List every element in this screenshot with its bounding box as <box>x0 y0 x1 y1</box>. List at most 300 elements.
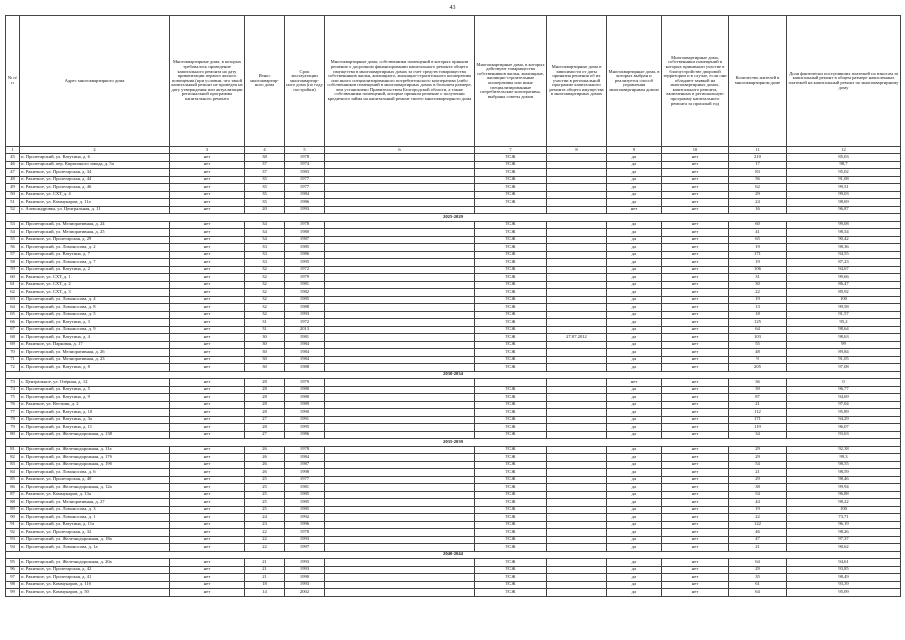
management-method-cell: да <box>607 394 662 402</box>
construction-year-cell: 1986 <box>285 431 325 439</box>
management-method-cell: да <box>607 529 662 537</box>
repair-required-cell: нет <box>170 454 245 462</box>
management-method-cell: да <box>607 514 662 522</box>
row-number-cell: 96 <box>6 566 20 574</box>
table-row <box>6 281 901 289</box>
management-type-cell: ТСЖ <box>475 469 547 477</box>
management-type-cell: ТСЖ <box>475 536 547 544</box>
decision-date-cell <box>547 319 607 327</box>
table-row <box>6 349 901 357</box>
management-method-cell: да <box>607 236 662 244</box>
management-type-cell: ТСЖ <box>475 169 547 177</box>
construction-year-cell: 1985 <box>285 244 325 252</box>
decision-date-cell <box>547 341 607 349</box>
address-cell: п. Пролетарский, ул. Железнодорожная, д. 19б <box>20 461 170 469</box>
improvement-participation-cell: нет <box>662 529 729 537</box>
early-financing-cell <box>325 266 475 274</box>
residents-count-cell: 112 <box>729 409 787 417</box>
row-number-cell: 52 <box>6 206 20 214</box>
wear-cell: 30 <box>245 349 285 357</box>
construction-year-cell: 1996 <box>285 521 325 529</box>
row-number-cell: 86 <box>6 484 20 492</box>
decision-date-cell: 27.07.2012 <box>547 334 607 342</box>
address-cell: п. Пролетарский, ул. Ватутина, д. 5 <box>20 386 170 394</box>
repair-required-cell: нет <box>170 529 245 537</box>
residents-count-cell: 31 <box>729 274 787 282</box>
decision-date-cell <box>547 229 607 237</box>
decision-date-cell <box>547 199 607 207</box>
row-number-cell: 50 <box>6 191 20 199</box>
construction-year-cell: 1988 <box>285 364 325 372</box>
row-number-cell: 64 <box>6 304 20 312</box>
repair-required-cell: нет <box>170 326 245 334</box>
management-type-cell <box>475 206 547 214</box>
management-method-cell: да <box>607 521 662 529</box>
improvement-participation-cell: нет <box>662 386 729 394</box>
wear-cell: 34 <box>245 236 285 244</box>
early-financing-cell <box>325 244 475 252</box>
decision-date-cell <box>547 304 607 312</box>
early-financing-cell <box>325 386 475 394</box>
row-number-cell: 59 <box>6 266 20 274</box>
table-row <box>6 229 901 237</box>
management-method-cell: да <box>607 469 662 477</box>
improvement-participation-cell: нет <box>662 311 729 319</box>
payment-share-cell: 95,02 <box>787 169 901 177</box>
row-number-cell: 92 <box>6 529 20 537</box>
payment-share-cell: 96,19 <box>787 521 901 529</box>
improvement-participation-cell: нет <box>662 424 729 432</box>
table-row <box>6 559 901 567</box>
residents-count-cell: 29 <box>729 566 787 574</box>
improvement-participation-cell: нет <box>662 154 729 162</box>
table-row <box>6 289 901 297</box>
early-financing-cell <box>325 236 475 244</box>
repair-required-cell: нет <box>170 506 245 514</box>
address-cell: п. Пролетарский, ул. Ватутина, д. 8 <box>20 364 170 372</box>
management-type-cell: ТСЖ <box>475 476 547 484</box>
improvement-participation-cell: нет <box>662 454 729 462</box>
decision-date-cell <box>547 521 607 529</box>
repair-required-cell: нет <box>170 236 245 244</box>
early-financing-cell <box>325 506 475 514</box>
payment-share-cell: 97,08 <box>787 364 901 372</box>
row-number-cell: 85 <box>6 476 20 484</box>
management-method-cell: да <box>607 326 662 334</box>
improvement-participation-cell: нет <box>662 514 729 522</box>
improvement-participation-cell: нет <box>662 296 729 304</box>
wear-cell: 32 <box>245 281 285 289</box>
payment-share-cell: 98,63 <box>787 334 901 342</box>
decision-date-cell <box>547 379 607 387</box>
decision-date-cell <box>547 356 607 364</box>
improvement-participation-cell: нет <box>662 589 729 597</box>
early-financing-cell <box>325 529 475 537</box>
management-type-cell: ТСЖ <box>475 461 547 469</box>
wear-cell: 25 <box>245 491 285 499</box>
row-number-cell: 63 <box>6 296 20 304</box>
residents-count-cell: 62 <box>729 184 787 192</box>
repair-required-cell: нет <box>170 154 245 162</box>
early-financing-cell <box>325 521 475 529</box>
table-row <box>6 296 901 304</box>
table-row <box>6 341 901 349</box>
management-method-cell: да <box>607 409 662 417</box>
wear-cell: 28 <box>245 401 285 409</box>
table-row <box>6 356 901 364</box>
column-number: 9 <box>607 147 662 154</box>
management-method-cell: да <box>607 386 662 394</box>
repair-required-cell: нет <box>170 364 245 372</box>
early-financing-cell <box>325 401 475 409</box>
management-type-cell: ТСЖ <box>475 544 547 552</box>
repair-required-cell: нет <box>170 341 245 349</box>
decision-date-cell <box>547 484 607 492</box>
address-cell: п. Ракитное, ул. СХТ, д. 2 <box>20 281 170 289</box>
repair-required-cell: нет <box>170 461 245 469</box>
residents-count-cell: 119 <box>729 424 787 432</box>
header-cell: Многоквартирные дома, собственники помещений в которых принимали участие в благоустройстве дворовой территории и в случае, если они обладают заявкой на многоквартирных домах, капитального ремонта, включенных в региональную программу капитального ремонта за прошлый год <box>662 16 729 147</box>
management-type-cell: ТСЖ <box>475 589 547 597</box>
early-financing-cell <box>325 334 475 342</box>
row-number-cell: 74 <box>6 386 20 394</box>
row-number-cell: 98 <box>6 581 20 589</box>
improvement-participation-cell: нет <box>662 169 729 177</box>
construction-year-cell: 1989 <box>285 401 325 409</box>
repair-required-cell: нет <box>170 491 245 499</box>
management-type-cell: ТСЖ <box>475 521 547 529</box>
row-number-cell: 87 <box>6 491 20 499</box>
repair-required-cell: нет <box>170 424 245 432</box>
table-row <box>6 484 901 492</box>
early-financing-cell <box>325 544 475 552</box>
header-cell: Многоквартирные дома, в которых выбран и реализуется способ управления многоквартирным домом <box>607 16 662 147</box>
early-financing-cell <box>325 379 475 387</box>
construction-year-cell: 1993 <box>285 559 325 567</box>
wear-cell: 22 <box>245 536 285 544</box>
repair-required-cell: нет <box>170 589 245 597</box>
construction-year-cell: 1990 <box>285 409 325 417</box>
improvement-participation-cell: нет <box>662 581 729 589</box>
residents-count-cell: 87 <box>729 394 787 402</box>
repair-required-cell: нет <box>170 251 245 259</box>
early-financing-cell <box>325 364 475 372</box>
address-cell: п. Пролетарский, ул. Ломоносова, д. 4 <box>20 296 170 304</box>
residents-count-cell: 61 <box>729 581 787 589</box>
address-cell: п. Ракитное, ул. Пролетарская, д. 42 <box>20 566 170 574</box>
address-cell: п. Ракитное, ул. Пролетарская, д. 46 <box>20 184 170 192</box>
management-method-cell: да <box>607 401 662 409</box>
residents-count-cell: 29 <box>729 454 787 462</box>
management-type-cell: ТСЖ <box>475 499 547 507</box>
table-row <box>6 319 901 327</box>
payment-share-cell: 98,69 <box>787 199 901 207</box>
address-cell: п. Ракитное, ул. Коммунаров, д. 11а <box>20 199 170 207</box>
residents-count-cell: 21 <box>729 469 787 477</box>
payment-share-cell: 95,2 <box>787 319 901 327</box>
residents-count-cell: 19 <box>729 244 787 252</box>
improvement-participation-cell: нет <box>662 274 729 282</box>
residents-count-cell: 64 <box>729 559 787 567</box>
wear-cell: 37 <box>245 161 285 169</box>
wear-cell: 25 <box>245 476 285 484</box>
table-row <box>6 499 901 507</box>
management-method-cell: да <box>607 274 662 282</box>
improvement-participation-cell: нет <box>662 191 729 199</box>
construction-year-cell: 1985 <box>285 296 325 304</box>
management-method-cell: да <box>607 431 662 439</box>
residents-count-cell: 106 <box>729 266 787 274</box>
decision-date-cell <box>547 326 607 334</box>
payment-share-cell: 93,85 <box>787 566 901 574</box>
residents-count-cell: 29 <box>729 446 787 454</box>
improvement-participation-cell: нет <box>662 334 729 342</box>
wear-cell: 32 <box>245 289 285 297</box>
wear-cell: 18 <box>245 581 285 589</box>
address-cell: с. Александровка, ул. Центральная, д. 11 <box>20 206 170 214</box>
decision-date-cell <box>547 244 607 252</box>
construction-year-cell: 1995 <box>285 424 325 432</box>
management-type-cell: ТСЖ <box>475 386 547 394</box>
construction-year-cell: 2013 <box>285 326 325 334</box>
table-row <box>6 544 901 552</box>
address-cell: п. Пролетарский, ул. Ватутина, д. 3 <box>20 319 170 327</box>
row-number-cell: 94 <box>6 544 20 552</box>
decision-date-cell <box>547 431 607 439</box>
row-number-cell: 45 <box>6 154 20 162</box>
early-financing-cell <box>325 281 475 289</box>
row-number-cell: 57 <box>6 251 20 259</box>
management-type-cell: ТСЖ <box>475 296 547 304</box>
early-financing-cell <box>325 326 475 334</box>
management-type-cell: ТСЖ <box>475 311 547 319</box>
decision-date-cell <box>547 236 607 244</box>
table-row <box>6 529 901 537</box>
residents-count-cell: 29 <box>729 191 787 199</box>
repair-required-cell: нет <box>170 499 245 507</box>
management-method-cell: да <box>607 416 662 424</box>
management-type-cell: ТСЖ <box>475 161 547 169</box>
management-type-cell: ТСЖ <box>475 364 547 372</box>
repair-required-cell: нет <box>170 566 245 574</box>
management-method-cell: да <box>607 499 662 507</box>
management-method-cell: да <box>607 296 662 304</box>
management-type-cell: ТСЖ <box>475 529 547 537</box>
residents-count-cell: 60 <box>729 221 787 229</box>
table-row <box>6 199 901 207</box>
residents-count-cell: 38 <box>729 484 787 492</box>
residents-count-cell: 39 <box>729 386 787 394</box>
payment-share-cell: 98,36 <box>787 244 901 252</box>
construction-year-cell: 1987 <box>285 461 325 469</box>
payment-share-cell: 98,55 <box>787 461 901 469</box>
management-type-cell: ТСЖ <box>475 289 547 297</box>
improvement-participation-cell: нет <box>662 184 729 192</box>
wear-cell: 26 <box>245 446 285 454</box>
decision-date-cell <box>547 221 607 229</box>
repair-required-cell: нет <box>170 191 245 199</box>
decision-date-cell <box>547 461 607 469</box>
repair-required-cell: нет <box>170 221 245 229</box>
column-number: 1 <box>6 147 20 154</box>
period-row <box>6 551 901 559</box>
decision-date-cell <box>547 401 607 409</box>
table-row <box>6 394 901 402</box>
improvement-participation-cell: нет <box>662 559 729 567</box>
early-financing-cell <box>325 514 475 522</box>
repair-required-cell: нет <box>170 289 245 297</box>
payment-share-cell: 98,59 <box>787 469 901 477</box>
row-number-cell: 53 <box>6 221 20 229</box>
management-type-cell: ТСЖ <box>475 236 547 244</box>
construction-year-cell: 1990 <box>285 574 325 582</box>
row-number-cell: 91 <box>6 521 20 529</box>
decision-date-cell <box>547 281 607 289</box>
improvement-participation-cell: нет <box>662 259 729 267</box>
management-type-cell: ТСЖ <box>475 334 547 342</box>
payment-share-cell: 91,08 <box>787 176 901 184</box>
decision-date-cell <box>547 491 607 499</box>
management-type-cell: ТСЖ <box>475 491 547 499</box>
improvement-participation-cell: нет <box>662 289 729 297</box>
management-type-cell: ТСЖ <box>475 221 547 229</box>
wear-cell: 34 <box>245 229 285 237</box>
improvement-participation-cell: нет <box>662 499 729 507</box>
table-row <box>6 154 901 162</box>
row-number-cell: 82 <box>6 454 20 462</box>
construction-year-cell: 1998 <box>285 469 325 477</box>
address-cell: п. Пролетарский, ул. Железнодорожная, д. 11а <box>20 446 170 454</box>
early-financing-cell <box>325 319 475 327</box>
repair-required-cell: нет <box>170 281 245 289</box>
construction-year-cell: 1984 <box>285 191 325 199</box>
decision-date-cell <box>547 206 607 214</box>
residents-count-cell: 35 <box>729 574 787 582</box>
row-number-cell: 47 <box>6 169 20 177</box>
table-body <box>6 154 901 597</box>
address-cell: п. Пролетарский, ул. Ломоносова, д. 6 <box>20 469 170 477</box>
early-financing-cell <box>325 341 475 349</box>
residents-count-cell: 19 <box>729 259 787 267</box>
repair-required-cell: нет <box>170 484 245 492</box>
wear-cell: 34 <box>245 221 285 229</box>
wear-cell: 27 <box>245 431 285 439</box>
row-number-cell: 56 <box>6 244 20 252</box>
management-method-cell: да <box>607 266 662 274</box>
wear-cell: 33 <box>245 244 285 252</box>
table-row <box>6 274 901 282</box>
table-row <box>6 476 901 484</box>
decision-date-cell <box>547 161 607 169</box>
management-type-cell: ТСЖ <box>475 484 547 492</box>
wear-cell: 25 <box>245 484 285 492</box>
decision-date-cell <box>547 394 607 402</box>
row-number-cell: 68 <box>6 334 20 342</box>
management-method-cell: да <box>607 221 662 229</box>
address-cell: п. Пролетарский, ул. Железнодорожная, д. 20а <box>20 559 170 567</box>
construction-year-cell: 1978 <box>285 154 325 162</box>
management-type-cell: ТСЖ <box>475 199 547 207</box>
table-row <box>6 161 901 169</box>
management-method-cell: да <box>607 281 662 289</box>
improvement-participation-cell: нет <box>662 176 729 184</box>
repair-required-cell: нет <box>170 469 245 477</box>
table-row <box>6 221 901 229</box>
construction-year-cell: 1984 <box>285 356 325 364</box>
management-type-cell: ТСЖ <box>475 431 547 439</box>
residents-count-cell: 41 <box>729 229 787 237</box>
table-row <box>6 446 901 454</box>
management-method-cell: да <box>607 589 662 597</box>
construction-year-cell: 1993 <box>285 581 325 589</box>
column-number: 10 <box>662 147 729 154</box>
improvement-participation-cell: нет <box>662 446 729 454</box>
repair-required-cell: нет <box>170 334 245 342</box>
early-financing-cell <box>325 289 475 297</box>
table-row <box>6 589 901 597</box>
construction-year-cell: 1985 <box>285 491 325 499</box>
wear-cell: 31 <box>245 326 285 334</box>
header-cell: Доля фактически поступивших платежей по взносам за капитальный ремонт в общем размере начисленных платежей на капитальный ремонт по многоквартирному дому <box>787 16 901 147</box>
decision-date-cell <box>547 176 607 184</box>
row-number-cell: 80 <box>6 431 20 439</box>
management-type-cell: ТСЖ <box>475 401 547 409</box>
address-cell: п. Ракитное, ул. СХТ, д. 1 <box>20 274 170 282</box>
decision-date-cell <box>547 169 607 177</box>
construction-year-cell: 1984 <box>285 341 325 349</box>
row-number-cell: 81 <box>6 446 20 454</box>
header-cell: Многоквартирные дома, в которых действуют товарищества собственников жилья, жилищные, жилищно-строительные кооперативы или иные специализированные потребительские кооперативы, выбраны советы домов <box>475 16 547 147</box>
address-cell: п. Пролетарский, ул. Мелиоративная, д. 23 <box>20 356 170 364</box>
construction-year-cell: 1980 <box>285 394 325 402</box>
payment-share-cell: 89,92 <box>787 289 901 297</box>
payment-share-cell: 100 <box>787 506 901 514</box>
table-row <box>6 379 901 387</box>
early-financing-cell <box>325 154 475 162</box>
wear-cell: 25 <box>245 499 285 507</box>
wear-cell: 32 <box>245 296 285 304</box>
address-cell: п. Пролетарский, ул. Ватутина, д. 10 <box>20 409 170 417</box>
row-number-cell: 60 <box>6 274 20 282</box>
management-method-cell: да <box>607 319 662 327</box>
early-financing-cell <box>325 454 475 462</box>
decision-date-cell <box>547 364 607 372</box>
early-financing-cell <box>325 416 475 424</box>
payment-share-cell: 94,55 <box>787 251 901 259</box>
management-method-cell: да <box>607 311 662 319</box>
header-cell: Адрес многоквартирного дома <box>20 16 170 147</box>
management-type-cell: ТСЖ <box>475 304 547 312</box>
table-row <box>6 581 901 589</box>
decision-date-cell <box>547 446 607 454</box>
payment-share-cell: 98,26 <box>787 529 901 537</box>
row-number-cell: 55 <box>6 236 20 244</box>
address-cell: п. Пролетарский, ул. Ломоносова, д. 8 <box>20 304 170 312</box>
payment-share-cell: 89,84 <box>787 349 901 357</box>
repair-required-cell: нет <box>170 416 245 424</box>
wear-cell: 23 <box>245 521 285 529</box>
construction-year-cell: 1972 <box>285 266 325 274</box>
residents-count-cell: 36 <box>729 379 787 387</box>
address-cell: п. Пролетарский, ул. Мелиоративная, д. 26 <box>20 349 170 357</box>
residents-count-cell: 24 <box>729 199 787 207</box>
improvement-participation-cell: нет <box>662 364 729 372</box>
table-row <box>6 416 901 424</box>
management-type-cell: ТСЖ <box>475 454 547 462</box>
residents-count-cell: 48 <box>729 349 787 357</box>
repair-required-cell: нет <box>170 544 245 552</box>
construction-year-cell: 1979 <box>285 274 325 282</box>
